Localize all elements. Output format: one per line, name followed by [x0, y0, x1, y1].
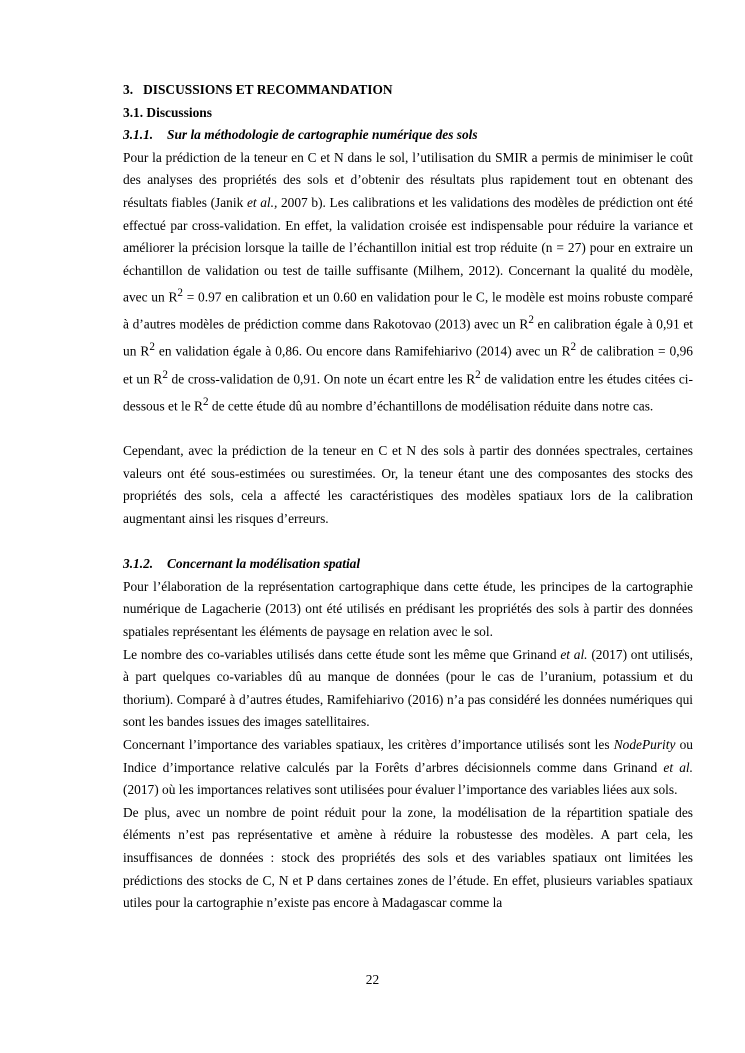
subsubsection-heading-312: [123, 553, 693, 576]
paragraph-312-4: De plus, avec un nombre de point réduit pour la zone, la modélisation de la répartition spatiale des éléments n’est pas représentative et amène à réduire la robustesse des modèles. A part cela, les insuffisances de données : stock des propriétés des sols et des variables spatiaux ont limitées les prédictions des stocks de C, N et P dans certaines zones de l’étude. En effet, plusieurs variables spatiaux utiles pour la cartographie n’existe pas encore à Madagascar comme la: [123, 804, 693, 911]
paragraph-312-1: Pour l’élaboration de la représentation cartographique dans cette étude, les principes de la cartographie numérique de Lagacherie (2013) ont été utilisés en prédisant les propriétés des sols à partir des données spatiales représentant les éléments de paysage en relation avec le sol.: [123, 578, 693, 639]
page-number: 22: [365, 972, 380, 987]
paragraph-gap: [123, 531, 693, 554]
subsubsection-heading-311: [123, 124, 693, 147]
section-title: DISCUSSIONS ET RECOMMANDATION: [143, 82, 393, 97]
paragraph-311-2: Cependant, avec la prédiction de la teneur en C et N des sols à partir des données spectrales, certaines valeurs ont été sous-estimées ou surestimées. Or, la teneur étant une des composantes des stocks des propriétés des sols, cela a affecté les caractéristiques des modèles spatiaux lors de la calibration augmentant ainsi les risques d’erreurs.: [123, 443, 693, 527]
section-number: 3.: [123, 82, 134, 97]
page-content: [123, 79, 693, 915]
subsubsection-number: 3.1.2.: [123, 556, 154, 572]
subsubsection-title: Concernant la modélisation spatial: [167, 556, 361, 572]
subsubsection-title: Sur la méthodologie de cartographie numérique des sols: [167, 127, 478, 143]
subsection-heading: 3.1. Discussions: [123, 104, 212, 120]
paragraph-312-2: Le nombre des co-variables utilisés dans cette étude sont les même que Grinand et al. (2017) ont utilisés, à part quelques co-variables dû au manque de données (pour le cas de l’uranium, potassium et du thorium). Comparé à d’autres études, Ramifehiarivo (2016) n’a pas considéré les données numériques qui sont les bandes issues des images satellitaires.: [123, 646, 693, 730]
subsubsection-number: 3.1.1.: [123, 127, 154, 143]
paragraph-gap: [123, 418, 693, 441]
section-heading: [123, 79, 693, 102]
paragraph-312-3: Concernant l’importance des variables spatiaux, les critères d’importance utilisés sont les NodePurity ou Indice d’importance relative calculés par la Forêts d’arbres décisionnels comme dans Grinand et al. (2017) où les importances relatives sont utilisées pour évaluer l’importance des variables liées aux sols.: [123, 736, 693, 798]
paragraph-311-1: Pour la prédiction de la teneur en C et N dans le sol, l’utilisation du SMIR a permis de minimiser le coût des analyses des propriétés des sols et d’obtenir des résultats plus rapidement tout en obtenant des résultats fiables (Janik et al., 2007 b). Les calibrations et les validations des modèles de prédiction ont été effectué par cross-validation. En effet, la validation croisée est indispensable pour réduire la variance et améliorer la précision lorsque la taille de l’échantillon initial est trop réduite (n = 27) pour en extraire un échantillon de validation ou test de taille suffisante (Milhem, 2012). Concernant la qualité du modèle, avec un $R^2 = 0.97$ en calibration et un 0.60 en validation pour le C, le modèle est moins robuste comparé à d’autres modèles de prédiction comme dans Rakotovao (2013) avec un $R^2$ en calibration égale à 0,91 et un $R^2$ en validation égale à 0,86. Ou encore dans Ramifehiarivo (2014) avec un $R^2$ de calibration = 0,96 et un $R^2$ de cross-validation de 0,91. On note un écart entre les $R^2$ de validation entre les études citées ci-dessous et le $R^2$ de cette étude dû au nombre d’échantillons de modélisation réduite dans notre cas.: [123, 149, 694, 414]
